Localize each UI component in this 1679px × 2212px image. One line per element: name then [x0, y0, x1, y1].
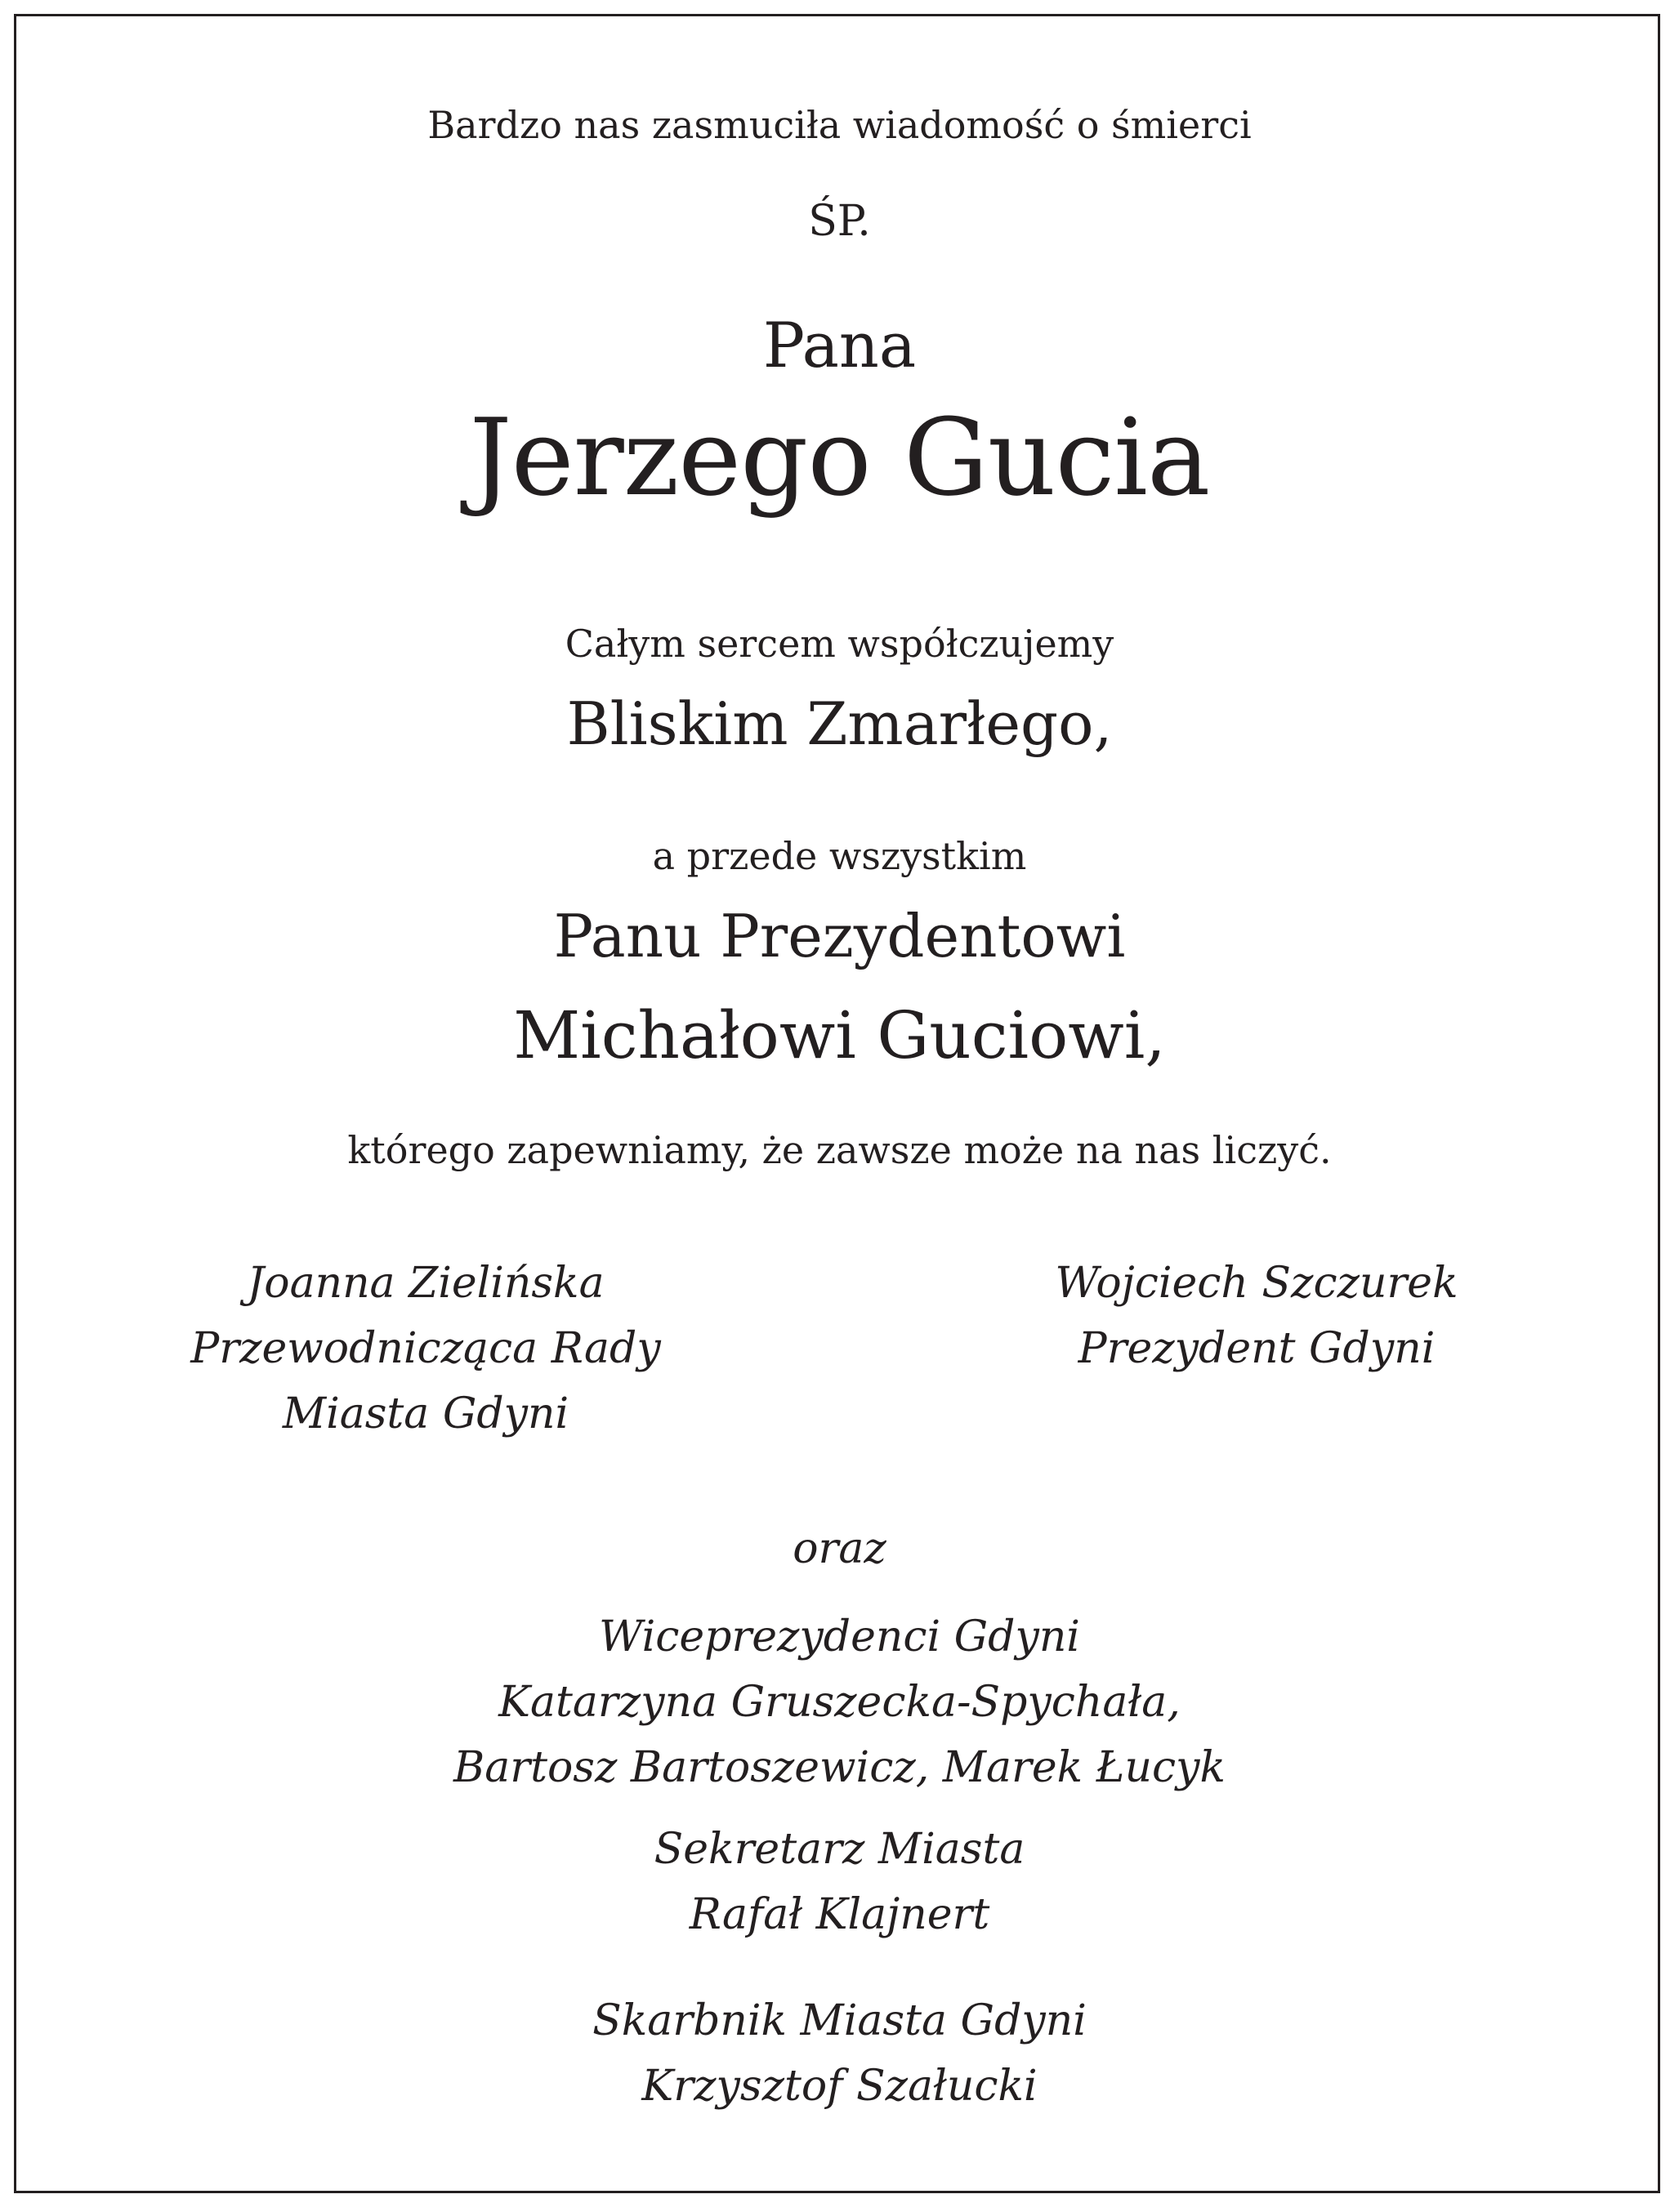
sp-abbreviation: ŚP. — [808, 197, 871, 246]
intro-text: Bardzo nas zasmuciła wiadomość o śmierci — [427, 103, 1252, 147]
signatory-left-title: Przewodnicząca Rady — [190, 1324, 661, 1373]
secretary-title: Sekretarz Miasta — [654, 1825, 1025, 1874]
treasurer-name: Krzysztof Szałucki — [641, 2062, 1038, 2111]
president-name: Michałowi Guciowi, — [513, 997, 1166, 1073]
treasurer-title: Skarbnik Miasta Gdyni — [592, 1996, 1087, 2045]
vice-presidents-names: Katarzyna Gruszecka-Spychała, — [498, 1678, 1181, 1727]
president-title: Panu Prezydentowi — [553, 902, 1126, 970]
signatory-right-name: Wojciech Szczurek — [1055, 1259, 1458, 1308]
assurance-text: którego zapewniamy, że zawsze może na nas liczyć. — [347, 1128, 1332, 1172]
and-text: oraz — [793, 1524, 886, 1573]
signatory-right-title: Prezydent Gdyni — [1078, 1324, 1436, 1373]
condolence-text: Całym sercem współczujemy — [565, 622, 1114, 666]
signatory-left-name: Joanna Zielińska — [247, 1259, 605, 1308]
honorific: Pana — [762, 309, 917, 381]
vice-presidents-names-cont: Bartosz Bartoszewicz, Marek Łucyk — [453, 1743, 1226, 1792]
signatory-left-title-cont: Miasta Gdyni — [282, 1389, 569, 1438]
deceased-name: Jerzego Gucia — [469, 395, 1210, 520]
above-all-text: a przede wszystkim — [652, 834, 1027, 878]
secretary-name: Rafał Klajnert — [689, 1890, 990, 1939]
vice-presidents-title: Wiceprezydenci Gdyni — [599, 1612, 1080, 1661]
relatives-line: Bliskim Zmarłego, — [566, 689, 1113, 758]
